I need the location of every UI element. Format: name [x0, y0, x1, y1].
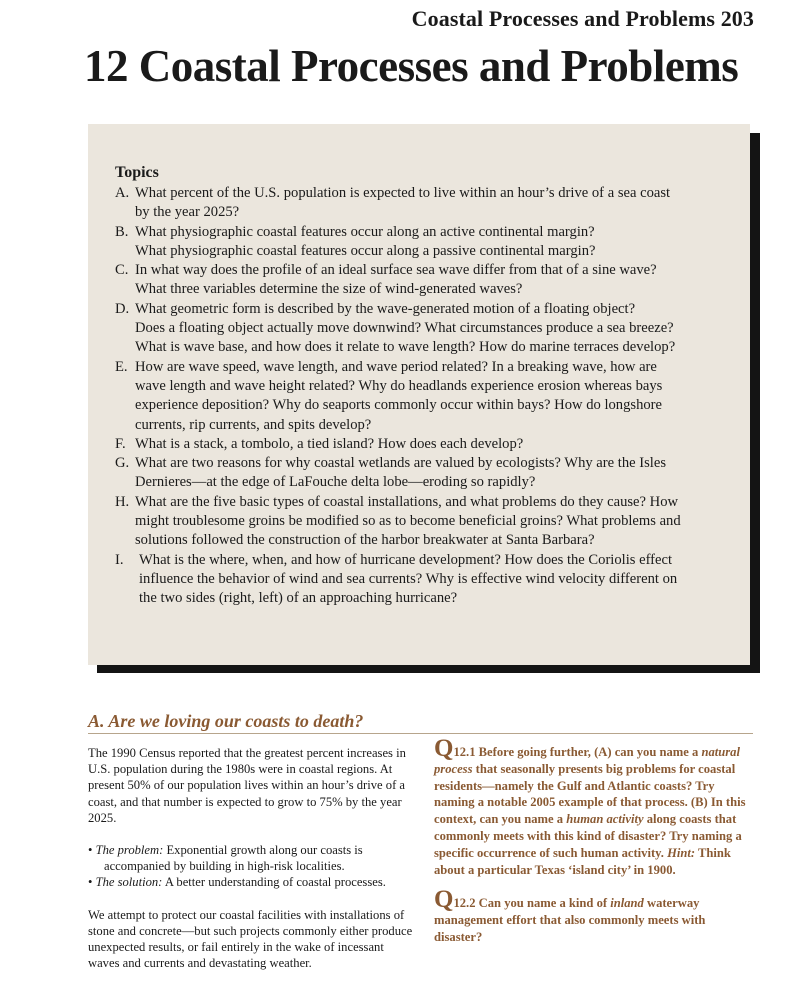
topic-letter: F. — [115, 435, 126, 452]
topic-letter: B. — [115, 223, 129, 240]
topic-line: Does a floating object actually move downwind? What circumstances produce a sea breeze? — [135, 320, 674, 337]
topic-line: solutions followed the construction of the harbor breakwater at Santa Barbara? — [135, 532, 595, 549]
question-12-2 — [434, 886, 754, 945]
topic-item — [115, 184, 732, 223]
topic-text — [135, 358, 732, 435]
question-emphasis: inland — [610, 896, 644, 911]
topic-item — [115, 261, 732, 300]
section-a-body — [88, 745, 416, 971]
topic-line: wave length and wave height related? Why do headlands experience erosion whereas bays — [135, 377, 663, 394]
topic-item — [115, 551, 732, 609]
topics-box — [88, 124, 750, 665]
question-text: Before going further, (A) can you name a — [475, 745, 702, 759]
installations-paragraph: We attempt to protect our coastal facilities with installations of stone and concrete—but such projects commonly either produce unexpected results, or fail entirely in the wake of incessant waves and currents and devastating weather. — [88, 907, 413, 971]
question-text: waterway management effort that also commonly meets with disaster? — [434, 896, 706, 944]
solution-label: The solution: — [95, 875, 163, 890]
question-hint-label: Hint: — [667, 845, 696, 860]
question-text: Think about a particular Texas ‘island city’ in 1900. — [434, 845, 731, 877]
topic-line: What physiographic coastal features occur along a passive continental margin? — [135, 242, 596, 259]
section-heading-rule — [88, 733, 753, 734]
topic-letter: H. — [115, 493, 130, 510]
topic-line: by the year 2025? — [135, 204, 240, 221]
intro-paragraph: The 1990 Census reported that the greatest percent increases in U.S. population during the 1980s were in coastal regions. At present 50% of our population lives within an hour’s drive of a coast, and that number is expected to grow to 75% by the year 2025. — [88, 746, 406, 825]
topic-line: In what way does the profile of an ideal surface sea wave differ from that of a sine wave? — [135, 262, 657, 279]
topic-line: What is the where, when, and how of hurricane development? How does the Coriolis effect — [139, 551, 673, 568]
question-number: 12.2 — [453, 896, 476, 911]
topic-letter: D. — [115, 300, 130, 317]
topic-text — [135, 435, 732, 454]
topic-item — [115, 493, 732, 551]
topic-text — [135, 261, 732, 300]
topic-line: What three variables determine the size of wind-generated waves? — [135, 281, 523, 298]
topic-line: experience deposition? Why do seaports commonly occur within bays? How do longshore — [135, 397, 663, 414]
topic-letter: E. — [115, 358, 128, 375]
question-column — [434, 735, 754, 960]
topic-item — [115, 435, 732, 454]
topic-line: the two sides (right, left) of an approaching hurricane? — [139, 590, 458, 607]
solution-text: A better understanding of coastal processes. — [162, 875, 386, 890]
problem-label: The problem: — [95, 843, 164, 858]
topic-item — [115, 223, 732, 262]
topic-line: currents, rip currents, and spits develop? — [135, 416, 372, 433]
running-head: Coastal Processes and Problems 203 — [411, 6, 754, 31]
topics-heading: Topics — [115, 164, 159, 181]
topic-line: What physiographic coastal features occur along an active continental margin? — [135, 223, 595, 240]
question-marker: Q — [434, 886, 454, 914]
topic-line: Dernieres—at the edge of LaFouche delta lobe—eroding so rapidly? — [135, 474, 536, 491]
chapter-title: 12 Coastal Processes and Problems — [84, 41, 739, 91]
problem-text: Exponential growth along our coasts is accompanied by building in high-risk localities. — [104, 843, 363, 874]
topic-text — [135, 300, 732, 358]
topic-line: might troublesome groins be modified so as to become beneficial groins? What problems and — [135, 513, 681, 530]
question-text: Can you name a kind of — [475, 896, 611, 911]
topic-letter: I. — [115, 551, 124, 568]
question-marker: Q — [434, 735, 454, 762]
topic-letter: C. — [115, 262, 129, 279]
section-a-heading: A. Are we loving our coasts to death? — [88, 711, 364, 731]
topic-line: What percent of the U.S. population is expected to live within an hour’s drive of a sea coast — [135, 185, 671, 201]
question-emphasis: human activity — [566, 812, 644, 827]
topic-line: What is wave base, and how does it relate to wave length? How do marine terraces develop? — [135, 339, 676, 356]
topic-text — [135, 493, 732, 551]
solution-bullet: • The solution: A better understanding of coastal processes. — [88, 875, 386, 890]
question-number: 12.1 — [453, 745, 476, 759]
topic-line: What are two reasons for why coastal wetlands are valued by ecologists? Why are the Isles — [135, 455, 666, 472]
topic-line: What is a stack, a tombolo, a tied island? How does each develop? — [135, 435, 524, 452]
topic-text — [135, 223, 732, 262]
topic-line: How are wave speed, wave length, and wave period related? In a breaking wave, how are — [135, 358, 657, 375]
topic-line: What are the five basic types of coastal installations, and what problems do they cause? How — [135, 493, 679, 510]
topic-text — [135, 184, 732, 223]
topic-text — [139, 551, 732, 609]
problem-bullet: • The problem: Exponential growth along our coasts is accompanied by building in high-risk localities. — [88, 843, 363, 874]
topic-line: What geometric form is described by the wave-generated motion of a floating object? — [135, 300, 636, 317]
topic-line: influence the behavior of wind and sea currents? Why is effective wind velocity different on — [139, 570, 678, 587]
topic-text — [135, 454, 732, 493]
topic-item — [115, 454, 732, 493]
topic-item — [115, 358, 732, 435]
topics-list — [115, 184, 732, 609]
question-12-1 — [434, 735, 754, 878]
question-emphasis: natural process — [434, 745, 740, 776]
question-text: along coasts that commonly meets with this kind of disaster? Try naming a specific occurrence of such human activity. — [434, 812, 742, 860]
topic-letter: G. — [115, 455, 130, 472]
topic-item — [115, 300, 732, 358]
topic-letter: A. — [115, 185, 130, 201]
question-text: that seasonally presents big problems for coastal residents—namely the Gulf and Atlantic coasts? Try naming a notable 2005 example of that process. (B) In this context, can you name a — [434, 761, 746, 827]
